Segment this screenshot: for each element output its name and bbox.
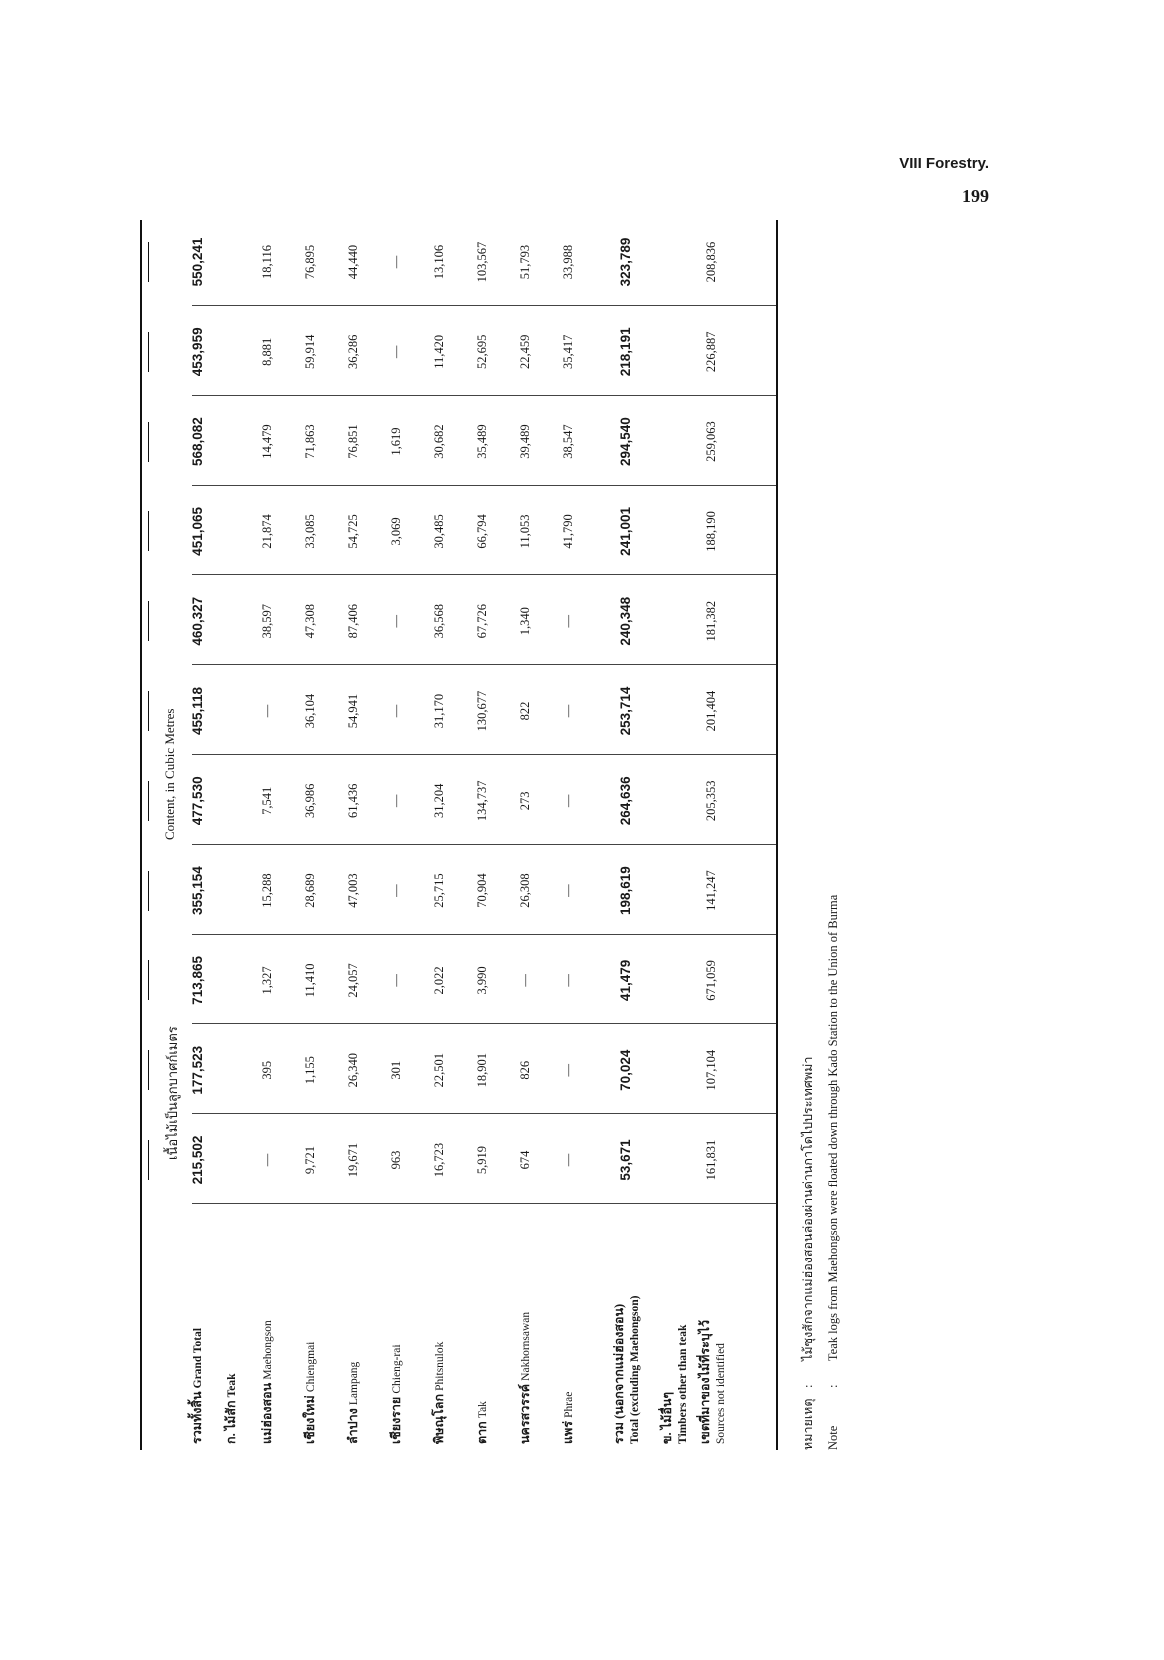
table-cell: — [389,974,403,987]
row-label-en: Lampang [348,1361,360,1406]
table-cell: 253,714 [618,686,633,736]
table-cell: 22,459 [518,334,532,369]
table-cell: 22,501 [432,1053,446,1088]
row-label [346,1208,362,1444]
table-cell: — [561,794,575,808]
row-label [303,1208,319,1444]
row-label [698,1208,729,1444]
table-cell: 70,024 [618,1049,633,1091]
teak-row [389,220,429,1450]
table-cell: 141,247 [704,870,718,911]
table-cell: — [260,704,274,718]
table-cell: 36,104 [303,693,317,729]
row-label-thai: ตาก [475,1421,489,1444]
table-cell: 24,057 [346,963,360,998]
table-cell: 11,053 [518,514,532,549]
table-cell: 35,489 [475,424,489,459]
table-cell: 41,479 [618,959,633,1002]
table-cell: 36,986 [303,783,317,818]
table-cell: 188,190 [704,511,718,552]
table-cell: — [518,974,532,987]
table-cell: — [389,345,403,359]
table-cell: 33,988 [561,244,575,280]
table-cell: 395 [260,1060,274,1080]
row-label-thai: รวม (นอกจากแม่ฮ่องสอน) [612,1303,626,1444]
row-label [389,1208,405,1444]
table-cell: 218,191 [618,327,633,377]
table-cell: 451,065 [190,507,205,556]
table-cell: 273 [518,791,532,811]
row-label [475,1208,491,1444]
table-cell: 30,485 [432,514,446,549]
table-cell: 61,436 [346,783,360,818]
table-cell: 198,619 [618,866,633,916]
table-cell: 301 [389,1060,403,1080]
table-cell: 826 [518,1060,532,1080]
table-cell: 18,116 [260,245,274,279]
table-cell: 31,204 [432,783,446,818]
table-cell: 107,104 [704,1049,718,1091]
table-cell: 70,904 [475,873,489,908]
table-cell: 76,851 [346,424,360,459]
table-cell: 259,063 [704,421,718,462]
table-cell: 59,914 [303,334,317,369]
row-label-en: Chieng-rai [391,1344,403,1394]
table-cell: 550,241 [190,237,205,287]
table-cell: 47,308 [303,604,317,639]
table-cell: 52,695 [475,334,489,369]
row-label-en: Total (excluding Maehongson) [629,1295,641,1444]
table-cell: 181,382 [704,600,718,642]
table-cell: 13,106 [432,244,446,280]
table-cell: 671,059 [704,960,718,1001]
note-en-label: Note [826,1425,840,1450]
row-label-thai: รวมทั้งสิ้น [190,1391,204,1444]
table-cell: — [561,614,575,628]
table-cell: 1,327 [260,966,274,995]
column-head-line [148,1050,149,1090]
teak-row [518,220,558,1450]
table-cell: 54,941 [346,693,360,729]
table-cell: — [561,1063,575,1077]
table-cell: 205,353 [704,780,718,822]
row-label-en: Sources not identified [715,1343,727,1444]
row-label-en: Nakhornsawan [520,1311,532,1381]
note-en-text: Teak logs from Maehongson were floated down through Kado Station to the Union of Burma [826,894,840,1362]
table-cell: 33,085 [303,514,317,549]
table-cell: 87,406 [346,604,360,639]
row-label-en: Phitsnulok [434,1341,446,1391]
table-cell: 36,286 [346,334,360,369]
note-thai-text: ไม้ซุงสักจากแม่ฮ่องสอนล่องผ่านด่านกาโดไปประเทศพม่า [801,1056,815,1361]
table-cell: — [389,794,403,808]
row-label-thai: ข. ไม้อื่นๆ [660,1391,674,1444]
table-cell: 264,636 [618,776,633,826]
table-cell: — [389,614,403,628]
table-cell: 11,410 [303,963,317,998]
table-bottom-rule [776,220,778,1450]
table-cell: 177,523 [190,1045,205,1095]
table-cell: 161,831 [704,1139,718,1181]
table-cell: 39,489 [518,424,532,459]
table-cell: 103,567 [475,241,489,283]
table-cell: 26,308 [518,873,532,908]
row-label [260,1208,276,1444]
table-cell: 25,715 [432,873,446,908]
row-label-en: Timbers other than teak [677,1324,689,1444]
column-head-line [148,332,149,372]
teak-row [475,220,515,1450]
row-label-thai: เขตที่มาของไม้ที่ระบุไว้ [698,1319,712,1444]
table-cell: 241,001 [618,507,633,556]
table-cell: 16,723 [432,1142,446,1178]
column-head-line [148,871,149,911]
table-cell: 355,154 [190,866,205,916]
table-cell: 674 [518,1150,532,1170]
table-cell: 35,417 [561,334,575,369]
table-cell: 134,737 [475,780,489,822]
table-grid [140,220,820,1450]
page-header [899,155,989,207]
other-timbers-row [698,220,738,1450]
row-label [518,1208,534,1444]
table-cell: 294,540 [618,417,633,467]
table-cell: — [561,704,575,718]
table-cell: 226,887 [704,331,718,373]
note-thai-label: หมายเหตุ [801,1398,815,1450]
row-label-thai: พิษณุโลก [432,1393,446,1444]
teak-row [561,220,601,1450]
table-cell: 26,340 [346,1053,360,1088]
teak-row [346,220,386,1450]
table-cell: 7,541 [260,786,274,815]
section-b-heading [660,220,700,1450]
table-cell: 36,568 [432,604,446,639]
column-head-line [148,781,149,821]
table-cell: — [389,255,403,269]
table-cell: 3,990 [475,966,489,995]
row-label-en: Phrae [563,1391,575,1418]
table-cell: 71,863 [303,424,317,459]
row-label-thai: เชียงใหม่ [303,1395,317,1444]
table-cell: 963 [389,1150,403,1170]
table-top-rule [140,220,142,1450]
table-cell: 66,794 [475,514,489,549]
table-cell: 14,479 [260,424,274,459]
table-cell: 5,919 [475,1145,489,1175]
row-label-thai: ลำปาง [346,1408,360,1444]
row-label [432,1208,448,1444]
table-cell: 822 [518,701,532,721]
table-cell: 240,348 [618,596,633,646]
table-cell: 76,895 [303,244,317,280]
table-cell: 568,082 [190,417,205,467]
row-label-en: Teak [226,1373,238,1398]
row-label-en: Tak [477,1401,489,1419]
column-head-line [148,242,149,282]
table-cell: 477,530 [190,776,205,826]
table-cell: 1,155 [303,1056,317,1085]
table-cell: 1,619 [389,427,403,456]
table-cell: 713,865 [190,956,205,1005]
section-a-heading [224,220,264,1450]
table-cell: 455,118 [190,686,205,736]
teak-row [303,220,343,1450]
table-cell: 21,874 [260,514,274,549]
table-cell: 11,420 [432,334,446,369]
table-cell: 30,682 [432,424,446,459]
table-cell: — [389,704,403,718]
table-cell: — [561,884,575,897]
table-cell: — [561,974,575,987]
row-label [660,1208,691,1444]
table-cell: 215,502 [190,1135,205,1185]
table-cell: 44,440 [346,244,360,280]
row-label-en: Grand Total [192,1327,204,1389]
table-cell: — [260,1153,274,1167]
row-label-en: Chiengmai [305,1341,317,1393]
unit-caption-en: Content, in Cubic Metres [162,708,177,840]
column-head-line [148,601,149,641]
table-cell: 453,959 [190,327,205,377]
table-cell: 8,881 [260,337,274,366]
table-cell: 51,793 [518,244,532,280]
forestry-table [140,220,840,1450]
table-cell: — [389,884,403,897]
table-cell: — [561,1153,575,1167]
table-cell: 31,170 [432,693,446,729]
teak-total-row [612,220,652,1450]
row-label [224,1208,240,1444]
table-cell: 41,790 [561,514,575,549]
column-head-line [148,1140,149,1180]
row-label [612,1208,643,1444]
note-en: Note: Teak logs from Maehongson were floated down through Kado Station to the Union of Burma [826,894,840,1450]
table-cell: 28,689 [303,873,317,908]
table-cell: 38,547 [561,424,575,459]
section-title: VIII Forestry. [899,155,989,172]
teak-row [260,220,300,1450]
table-cell: 3,069 [389,517,403,546]
table-cell: 18,901 [475,1053,489,1088]
table-cell: 9,721 [303,1145,317,1175]
row-label-thai: เชียงราย [389,1396,403,1444]
table-cell: 130,677 [475,690,489,732]
row-label-thai: แพร่ [561,1420,575,1444]
row-label [561,1208,577,1444]
column-head-line [148,691,149,731]
table-cell: 47,003 [346,873,360,908]
row-label-thai: ก. ไม้สัก [224,1400,238,1444]
row-label-thai: นครสวรรค์ [518,1383,532,1444]
column-head-line [148,511,149,551]
column-head-line [148,422,149,462]
table-cell: 54,725 [346,514,360,549]
note-thai: หมายเหตุ: ไม้ซุงสักจากแม่ฮ่องสอนล่องผ่านด่านกาโดไปประเทศพม่า [798,1057,818,1450]
row-label [190,1208,206,1444]
table-cell: 19,671 [346,1142,360,1178]
table-cell: 53,671 [618,1139,633,1181]
table-cell: 208,836 [704,241,718,283]
table-cell: 15,288 [260,873,274,908]
teak-row [432,220,472,1450]
table-cell: 1,340 [518,607,532,636]
table-cell: 201,404 [704,690,718,732]
page-number: 199 [962,186,989,206]
row-label-thai: แม่ฮ่องสอน [260,1382,274,1444]
table-cell: 67,726 [475,604,489,639]
table-cell: 460,327 [190,596,205,646]
table-cell: 38,597 [260,604,274,639]
table-cell: 2,022 [432,966,446,995]
unit-caption-thai: เนื้อไม้เป็นลูกบาศก์เมตร [165,1026,180,1160]
row-label-en: Maehongson [262,1320,274,1380]
table-cell: 323,789 [618,237,633,287]
column-head-line [148,960,149,1000]
